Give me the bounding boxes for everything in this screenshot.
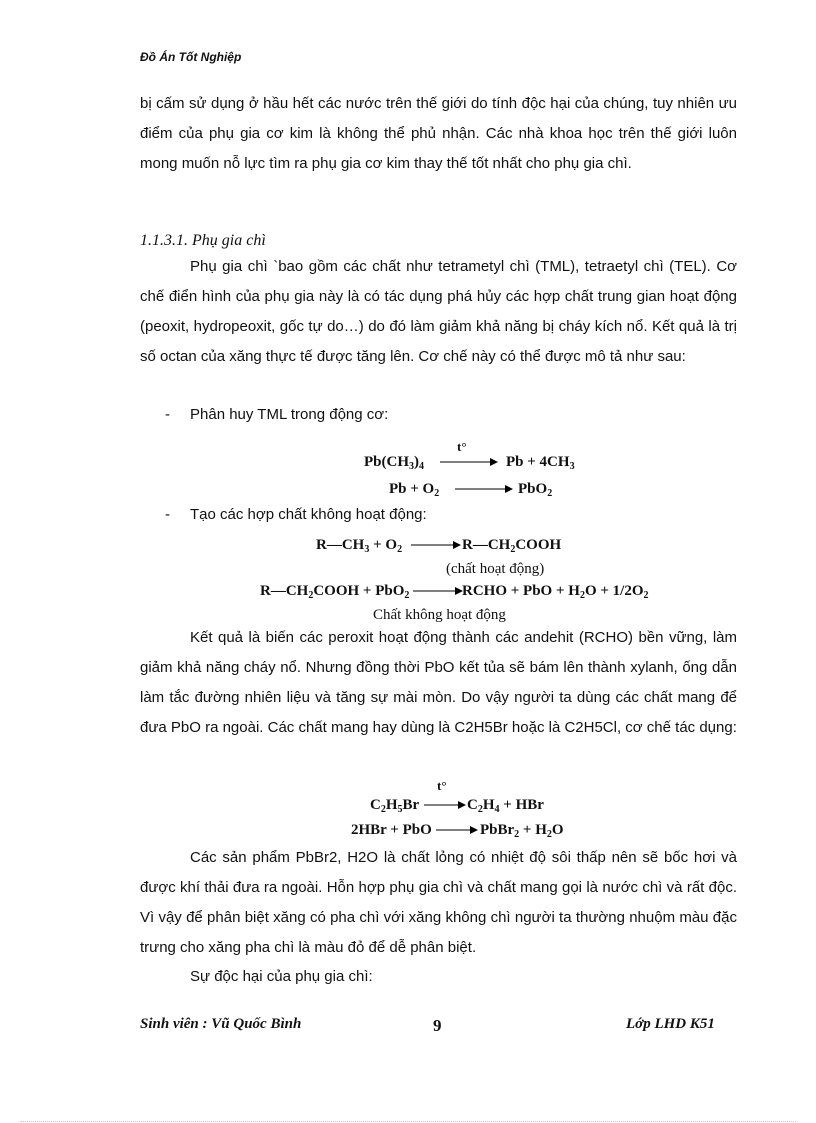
inactive-compound-note: Chất không hoạt động bbox=[373, 607, 506, 623]
eq4-reactant: $R—CH_2COOH + PbO_2$ bbox=[260, 583, 410, 601]
eq2-product: PbO$_2$ bbox=[518, 481, 553, 499]
paragraph-lead-water: Các sản phẩm PbBr2, H2O là chất lỏng có nhiệt độ sôi thấp nên sẽ bốc hơi và được khí thải đưa ra ngoài. Hỗn hợp phụ gia chì và chất mang gọi là nước chì và rất độc. Vì vậy để phân biệt xăng có pha chì với xăng không chì người ta thường nhuộm màu đặc trưng cho xăng pha chì là màu đỏ để dễ phân biệt. bbox=[140, 849, 737, 956]
eq1-reactant: $Pb(CH_3)_4$ bbox=[364, 454, 424, 472]
eq3-reactant: $R—CH_3 + O_2$ bbox=[316, 537, 403, 555]
temperature-mark: t° bbox=[457, 439, 467, 454]
reaction-arrow-icon bbox=[413, 586, 463, 596]
paragraph-mechanism: Phụ gia chì `bao gồm các chất như tetrametyl chì (TML), tetraetyl chì (TEL). Cơ chế điển hình của phụ gia này là có tác dụng phá hủy các hợp chất trung gian hoạt động (peoxit, hydropeoxit, gốc tự do…) do đó làm giảm khả năng bị cháy kích nổ. Kết quả là trị số octan của xăng thực tế được tăng lên. Cơ chế này có thể được mô tả như sau: bbox=[140, 258, 737, 365]
intro-paragraph: bị cấm sử dụng ở hầu hết các nước trên thế giới do tính độc hại của chúng, tuy nhiên ưu điểm của phụ gia cơ kim là không thể phủ nhận. Các nhà khoa học trên thế giới luôn mong muốn nỗ lực tìm ra phụ gia cơ kim thay thế tốt nhất cho phụ gia chì. bbox=[140, 95, 737, 172]
page-number: 9 bbox=[433, 1016, 442, 1035]
eq6-product: PbBr$_2$ + $H_2O$ bbox=[480, 822, 564, 840]
eq2-reactant: $Pb + O_2$ bbox=[389, 481, 440, 499]
section-heading: 1.1.3.1. Phụ gia chì bbox=[140, 232, 266, 249]
eq4-product: RCHO + PbO + $H_2O + 1/2O_2$ bbox=[462, 583, 649, 601]
document-header: Đồ Án Tốt Nghiệp bbox=[140, 50, 242, 64]
footer-class: Lớp LHD K51 bbox=[626, 1016, 715, 1032]
temperature-mark: t° bbox=[437, 778, 447, 793]
bullet-dash: - bbox=[165, 406, 170, 423]
reaction-arrow-icon bbox=[424, 800, 466, 810]
reaction-arrow-icon bbox=[455, 484, 513, 494]
eq1-product: $Pb + 4CH_3$ bbox=[506, 454, 575, 472]
reaction-arrow-icon bbox=[411, 540, 461, 550]
eq3-product: $R—CH_2COOH$ bbox=[462, 537, 562, 555]
paragraph-aldehyde: Kết quả là biến các peroxit hoạt động thành các andehit (RCHO) bền vững, làm giảm khả năng cháy nổ. Nhưng đồng thời PbO kết tủa sẽ bám lên thành xylanh, ống dẫn làm tắc đường nhiên liệu và tăng sự mài mòn. Do vậy người ta dùng các chất mang để đưa PbO ra ngoài. Các chất mang hay dùng là C2H5Br hoặc là C2H5Cl, cơ chế tác dụng: bbox=[140, 629, 737, 736]
eq6-reactant: 2HBr + PbO bbox=[351, 822, 432, 838]
bullet-tml-decomposition: Phân huy TML trong động cơ: bbox=[190, 406, 389, 423]
eq5-product: $C_2H_4$ + HBr bbox=[467, 797, 544, 815]
paragraph-toxicity: Sự độc hại của phụ gia chì: bbox=[190, 968, 373, 985]
active-compound-note: (chất hoạt động) bbox=[446, 561, 545, 577]
bullet-inactive-compounds: Tạo các hợp chất không hoạt động: bbox=[190, 506, 427, 523]
footer-student-name: Sinh viên : Vũ Quốc Bình bbox=[140, 1016, 302, 1032]
reaction-arrow-icon bbox=[440, 457, 498, 467]
eq5-reactant: $C_2H_5Br$ bbox=[370, 797, 420, 815]
bullet-dash: - bbox=[165, 506, 170, 523]
page-bottom-divider bbox=[20, 1121, 796, 1122]
reaction-arrow-icon bbox=[436, 825, 478, 835]
